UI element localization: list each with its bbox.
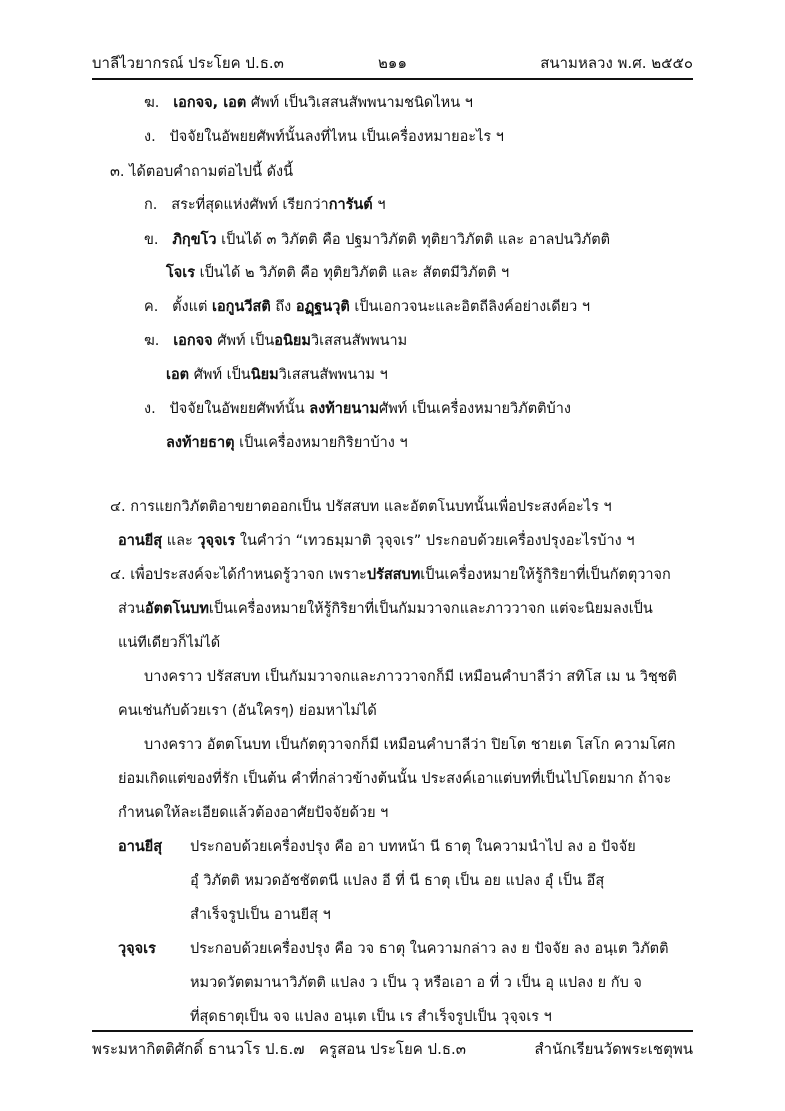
vuccare-line-3: ที่สุดธาตุเป็น จจ แปลง อนฺเต เป็น เร สำเร็จรูปเป็น วุจฺจเร ฯ (190, 1009, 552, 1025)
aniyisu-line-3: สำเร็จรูปเป็น อานยีสุ ฯ (190, 907, 331, 923)
list-marker: ค. (144, 299, 159, 315)
bold-term: เอกจจ (173, 333, 213, 349)
answer-4-para3-line-1: บางคราว อัตตโนบท เป็นกัตตุวาจกก็มี เหมือนคำบาลีว่า ปิยโต ชายเต โสโก ความโศก (144, 737, 676, 753)
bold-term: อัตตโนบท (144, 601, 209, 617)
line-text: เป็นเครื่องหมายกิริยาบ้าง ฯ (234, 435, 408, 451)
line-text: วิเสสนสัพพนาม ฯ (278, 367, 388, 383)
line-text: เป็นได้ ๓ วิภัตติ คือ ปฐมาวิภัตติ ทุติยาวิภัตติ และ อาลปนวิภัตติ (216, 232, 611, 248)
page-footer (92, 1030, 693, 1062)
bold-term: เอต (166, 367, 190, 383)
answer-4-line-3: แน่ทีเดียวก็ไม่ได้ (118, 635, 221, 651)
answer-4-para3-line-3: กำหนดให้ละเอียดแล้วต้องอาศัยปัจจัยด้วย ฯ (118, 805, 389, 821)
a3-ngo-line-1 (144, 398, 571, 420)
aniyisu-line-2: อุํ วิภัตติ หมวดอัชชัตตนี แปลง อี ที่ นี ธาตุ เป็น อย แปลง อุํ เป็น อึสุ (190, 873, 605, 889)
bold-term: ลงท้ายธาตุ (166, 435, 235, 451)
list-marker: ก. (144, 197, 158, 213)
line-text: ศัพท์ เป็น (189, 367, 251, 383)
answer-4-line-1 (110, 564, 671, 586)
line-text: ปัจจัยในอัพยยศัพท์นั้นลงที่ไหน เป็นเครื่องหมายอะไร ฯ (169, 129, 504, 145)
aniyisu-line-1: ประกอบด้วยเครื่องปรุง คือ อา บทหน้า นี ธาตุ ในความนำไป ลง อ ปัจจัย (190, 839, 636, 855)
line-text: ปัจจัยในอัพยยศัพท์นั้น (169, 401, 310, 417)
line-text: เป็นเครื่องหมายให้รู้กิริยาที่เป็นกัมมวาจกและภาววาจก แต่จะนิยมลงเป็น (208, 601, 653, 617)
bold-term: อานยีสุ (118, 533, 163, 549)
question-4-line-1: ๔. การแยกวิภัตติอาขยาตออกเป็น ปรัสสบท และอัตตโนบทนั้นเพื่อประสงค์อะไร ฯ (110, 499, 612, 515)
vuccare-line-1: ประกอบด้วยเครื่องปรุง คือ วจ ธาตุ ในความกล่าว ลง ย ปัจจัย ลง อนฺเต วิภัตติ (190, 941, 669, 957)
line-text: เป็นเอกวจนะและอิตถีลิงค์อย่างเดียว ฯ (349, 299, 591, 315)
bold-term: ลงท้ายนาม (309, 401, 380, 417)
answer-4-para2-line-2: คนเช่นกับด้วยเรา (อันใครๆ) ย่อมหาไม่ได้ (118, 703, 377, 719)
bold-term: ภิกฺขโว (172, 232, 217, 248)
answer-3-title: ๓. ได้ตอบคำถามต่อไปนี้ ดังนี้ (110, 164, 294, 180)
line-text: ศัพท์ เป็นเครื่องหมายวิภัตติบ้าง (379, 401, 571, 417)
bold-term: เอกูนวีสติ (212, 299, 271, 315)
bold-term: อนิยม (274, 333, 311, 349)
line-text: สระที่สุดแห่งศัพท์ เรียกว่า (171, 197, 329, 213)
a3-kho2-line (144, 296, 590, 318)
question-4-line-2 (118, 530, 634, 552)
line-text: ในคำว่า “เทวธมฺมาติ วุจฺจเร” ประกอบด้วยเครื่องปรุงอะไรบ้าง ฯ (235, 533, 635, 549)
line-text: ศัพท์ เป็น (212, 333, 275, 349)
line-text: ศัพท์ เป็นวิเสสนสัพพนามชนิดไหน ฯ (246, 95, 473, 111)
a3-kho-line-1 (144, 229, 610, 251)
header-left-title: บาลีไวยากรณ์ ประโยค ป.ธ.๓ (92, 54, 284, 72)
line-text: และ (162, 533, 198, 549)
list-marker: ง. (144, 401, 156, 417)
a3-kho3-line-1 (144, 330, 407, 352)
bold-term: ปรัสสบท (366, 567, 421, 583)
page-header (92, 50, 693, 80)
answer-4-line-2 (118, 598, 653, 620)
list-marker: ง. (144, 129, 156, 145)
vuccare-line-2: หมวดวัตตมานาวิภัตติ แปลง ว เป็น วุ หรือเอา อ ที่ ว เป็น อุ แปลง ย กับ จ (190, 975, 642, 991)
bold-term: เอกจจ, เอต (173, 95, 247, 111)
q2-kho-line (144, 92, 473, 114)
bold-term: นิยม (250, 367, 279, 383)
a3-kho3-line-2 (166, 364, 388, 386)
page-number: ๒๑๑ (378, 54, 407, 72)
footer-institution: สำนักเรียนวัดพระเชตุพน (534, 1040, 693, 1058)
q2-ngo-line (144, 126, 504, 148)
term-aniyisu: อานยีสุ (118, 839, 163, 855)
list-marker: ข. (144, 232, 159, 248)
term-vuccare: วุจฺจเร (118, 941, 156, 957)
bold-term: การันต์ (328, 197, 373, 213)
bold-term: วุจฺจเร (197, 533, 236, 549)
footer-role: ครูสอน ประโยค ป.ธ.๓ (318, 1040, 467, 1058)
header-right-title: สนามหลวง พ.ศ. ๒๕๕๐ (540, 54, 693, 72)
a3-ko-line (144, 194, 386, 216)
line-text: ส่วน (118, 601, 145, 617)
line-text: ถึง (270, 299, 296, 315)
line-text: ๔. เพื่อประสงค์จะได้กำหนดรู้วาจก เพราะ (110, 567, 367, 583)
answer-4-para3-line-2: ย่อมเกิดแต่ของที่รัก เป็นต้น คำที่กล่าวข้างต้นนั้น ประสงค์เอาแต่บทที่เป็นไปโดยมาก ถ้าจะ (118, 771, 672, 787)
footer-author: พระมหากิตติศักดิ์ ธานวโร ป.ธ.๗ (92, 1040, 305, 1058)
a3-kho-line-2 (166, 262, 509, 284)
line-text: เป็นเครื่องหมายให้รู้กิริยาที่เป็นกัตตุวาจก (420, 567, 671, 583)
line-text: ฯ (372, 197, 386, 213)
answer-4-para2-line-1: บางคราว ปรัสสบท เป็นกัมมวาจกและภาววาจกก็มี เหมือนคำบาลีว่า สทิโส เม น วิชฺชติ (144, 669, 677, 685)
list-marker: ฆ. (144, 333, 160, 349)
bold-term: อฏฺฐนวุติ (295, 299, 350, 315)
list-marker: ฆ. (144, 95, 160, 111)
line-text: วิเสสนสัพพนาม (310, 333, 408, 349)
line-text: ตั้งแต่ (172, 299, 213, 315)
a3-ngo-line-2 (166, 432, 408, 454)
bold-term: โจเร (166, 265, 196, 281)
line-text: เป็นได้ ๒ วิภัตติ คือ ทุติยวิภัตติ และ สัตตมีวิภัตติ ฯ (195, 265, 510, 281)
